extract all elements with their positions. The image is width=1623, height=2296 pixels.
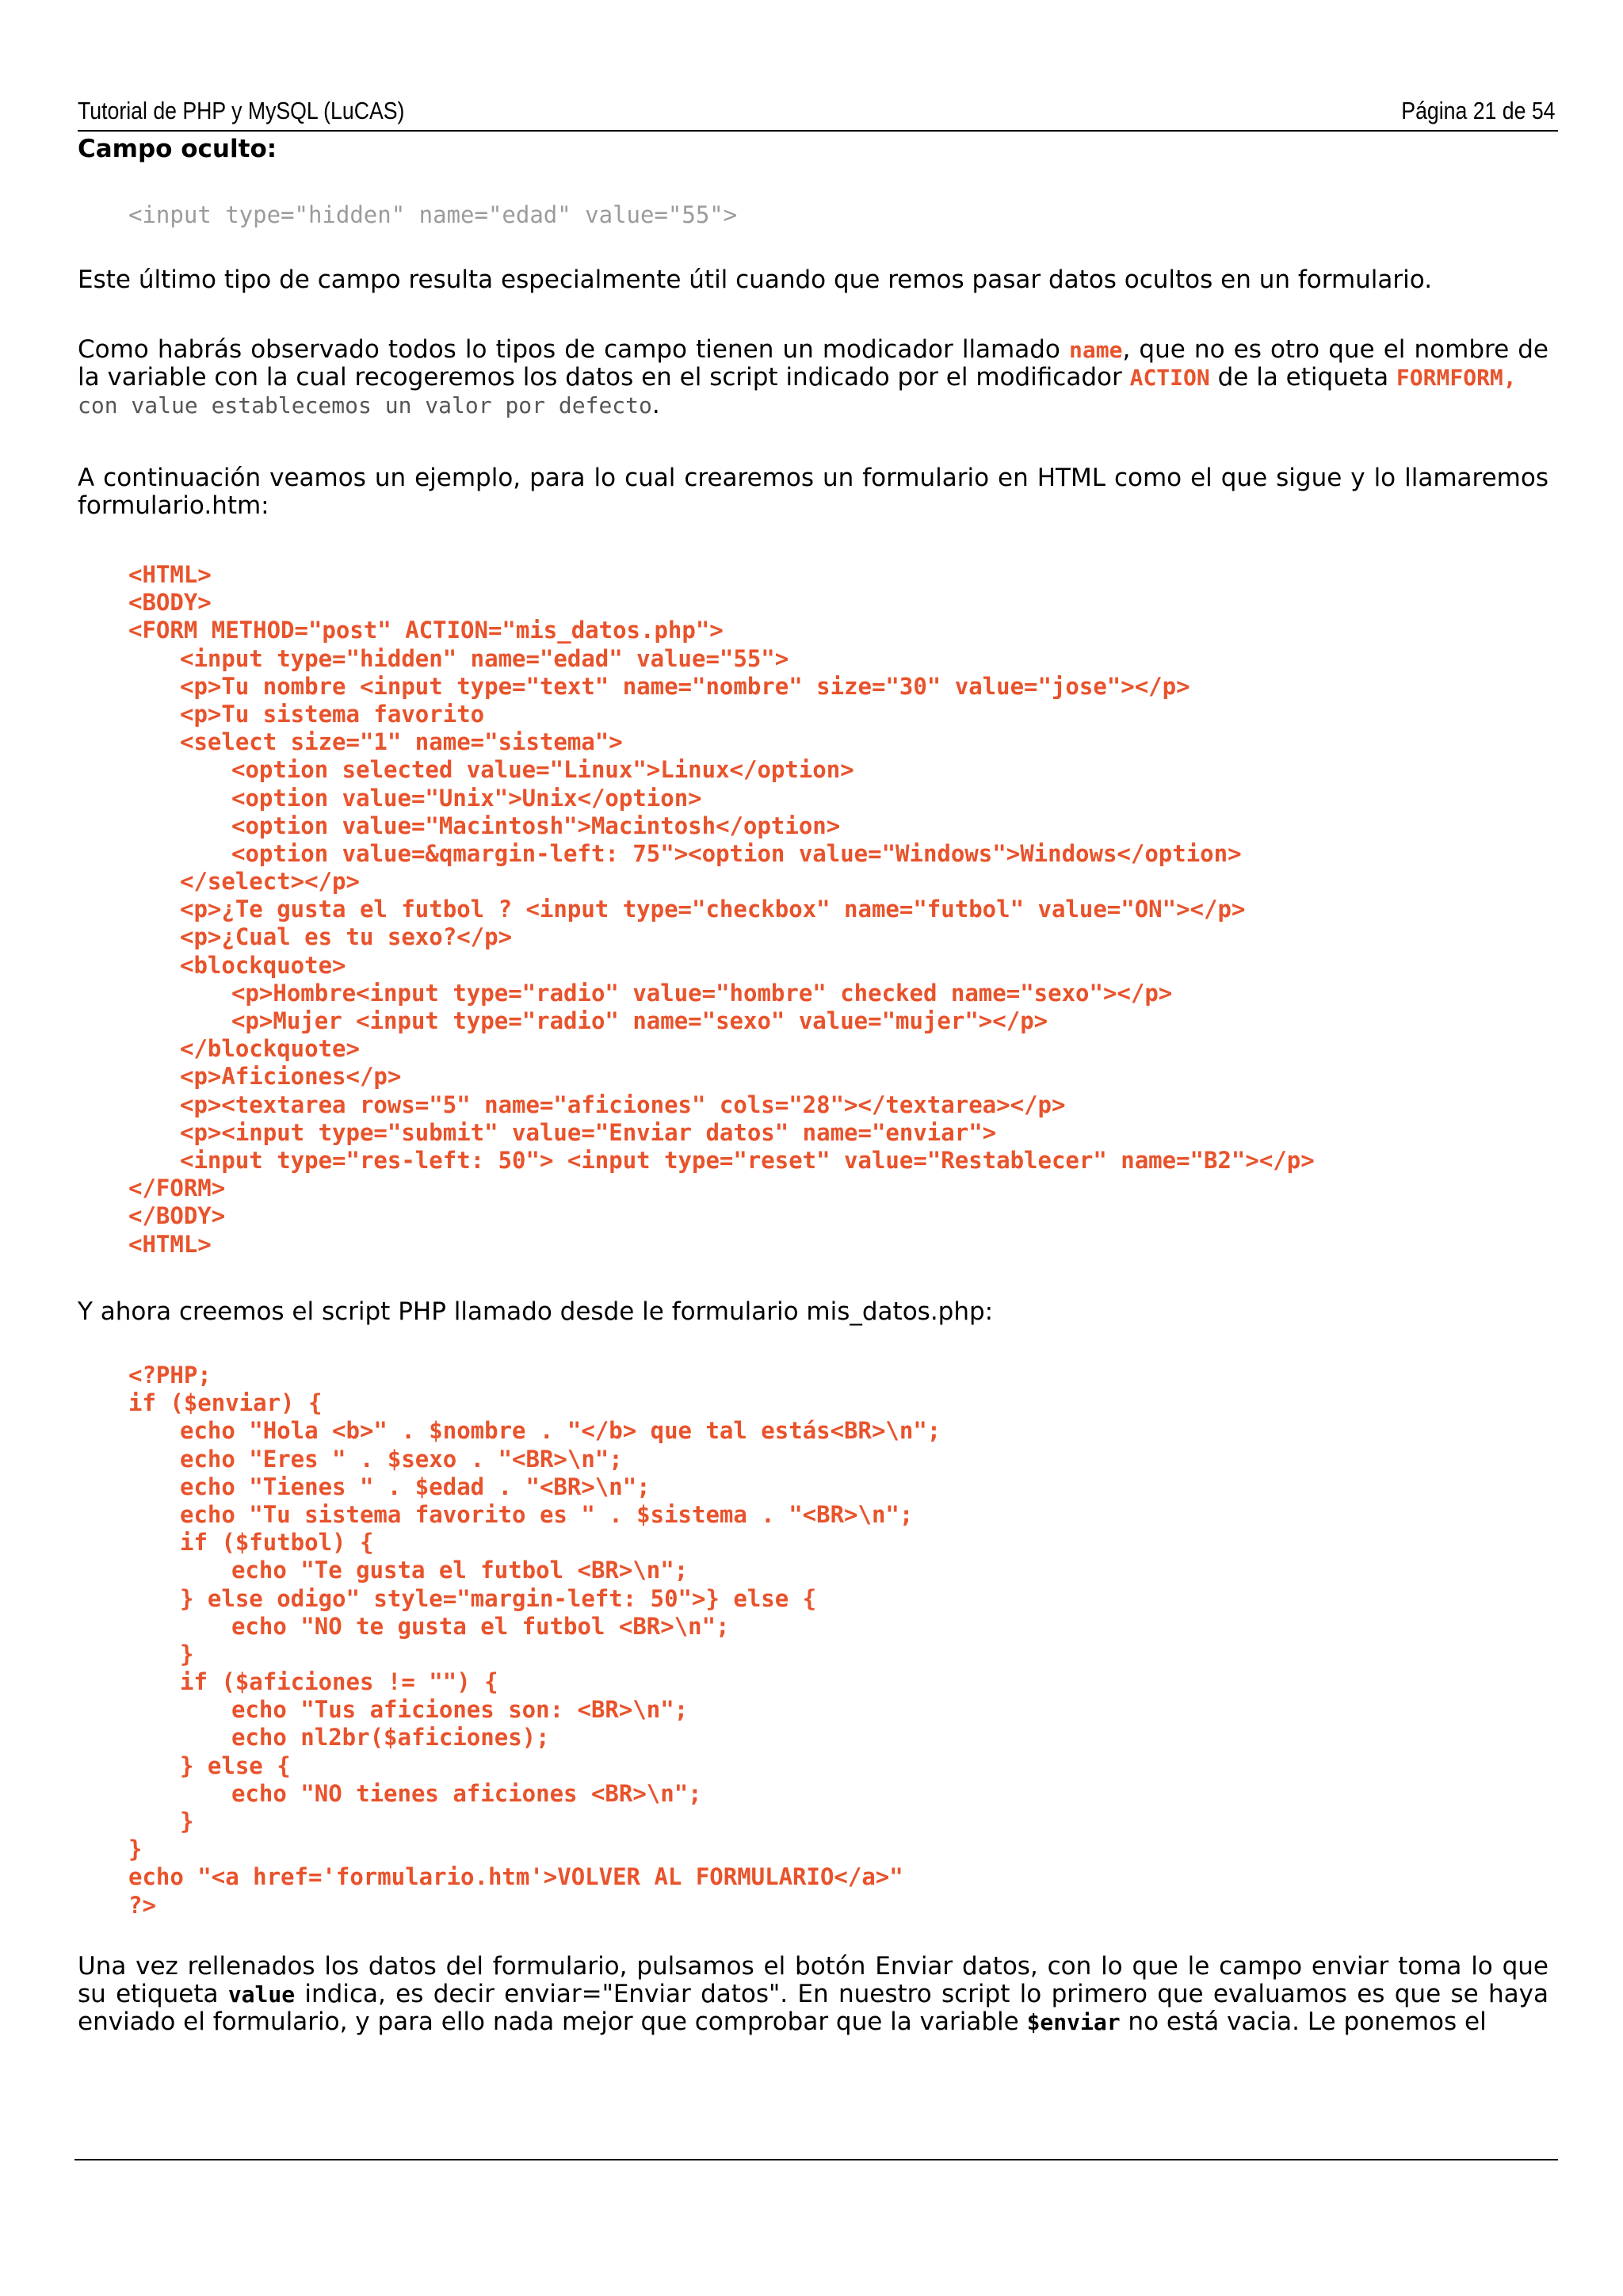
code-line: </select></p> (180, 868, 360, 896)
code-line: <option value=&qmargin-left: 75"><option value="Windows">Windows</option> (231, 839, 1242, 867)
header-page-number: Página 21 de 54 (1401, 97, 1556, 124)
code-line: echo nl2br($aficiones); (231, 1724, 550, 1752)
code-line: } (180, 1640, 194, 1668)
code-line: <HTML> (128, 1230, 212, 1258)
code-line: if ($enviar) { (128, 1389, 323, 1417)
paragraph-3: A continuación veamos un ejemplo, para lo cual crearemos un formulario en HTML como el que sigue y lo llamaremos formulario.htm: (78, 464, 1549, 520)
code-line: <p>Tu sistema favorito (180, 700, 485, 728)
para2-text-3: de la etiqueta (1209, 363, 1396, 392)
code-line: <blockquote> (180, 951, 346, 979)
para2-text-2: , que no es otro que el nombre de la variable con la cual recogeremos los datos en el script indicado por el modificador (78, 335, 1549, 392)
code-line: echo "Eres " . $sexo . "<BR>\n"; (180, 1445, 623, 1473)
code-name: name (1069, 337, 1123, 363)
code-line: echo "NO te gusta el futbol <BR>\n"; (231, 1612, 730, 1640)
code-line: <p>¿Cual es tu sexo?</p> (180, 923, 513, 951)
code-line: <p><textarea rows="5" name="aficiones" cols="28"></textarea></p> (180, 1091, 1066, 1118)
code-action: ACTION (1129, 365, 1210, 391)
section-title: Campo oculto: (78, 135, 277, 163)
code-line: <p>Tu nombre <input type="text" name="nombre" size="30" value="jose"></p> (180, 672, 1190, 700)
code-value: value (227, 1981, 296, 2008)
html-code-block (128, 561, 1315, 1259)
code-line: } else odigo" style="margin-left: 50">} else { (180, 1584, 817, 1612)
code-line: ?> (128, 1891, 156, 1919)
code-line: <p>Mujer <input type="radio" name="sexo" value="mujer"></p> (231, 1007, 1048, 1034)
code-enviar: $enviar (1026, 2009, 1121, 2035)
code-line: </BODY> (128, 1202, 226, 1230)
para5-text-3: no está vacia. Le ponemos el (1120, 2008, 1487, 2036)
code-line: echo "Tus aficiones son: <BR>\n"; (231, 1696, 689, 1724)
code-line: } (128, 1836, 143, 1863)
code-line: <BODY> (128, 589, 212, 617)
code-line: <p>Hombre<input type="radio" value="hombre" checked name="sexo"></p> (231, 979, 1173, 1007)
code-line: <option value="Macintosh">Macintosh</option> (231, 812, 841, 839)
code-line: <p><input type="submit" value="Enviar datos" name="enviar"> (180, 1118, 997, 1146)
code-line: if ($futbol) { (180, 1529, 374, 1557)
hidden-field-example: <input type="hidden" name="edad" value="55"> (128, 201, 738, 228)
code-line: </FORM> (128, 1175, 226, 1202)
code-line: } (180, 1808, 194, 1835)
code-line: echo "Hola <b>" . $nombre . "</b> que tal estás<BR>\n"; (180, 1417, 941, 1445)
paragraph-1: Este último tipo de campo resulta especialmente útil cuando que remos pasar datos ocultos en un formulario. (78, 266, 1433, 294)
code-value-default: con value establecemos un valor por defecto (78, 392, 652, 418)
code-line: echo "Tienes " . $edad . "<BR>\n"; (180, 1473, 651, 1500)
php-code-block (128, 1362, 941, 1920)
paragraph-2 (78, 336, 1549, 419)
code-line: <option selected value="Linux">Linux</option> (231, 756, 854, 784)
code-line: <p>¿Te gusta el futbol ? <input type="checkbox" name="futbol" value="ON"></p> (180, 896, 1246, 923)
paragraph-5 (78, 1953, 1549, 2036)
code-line: <FORM METHOD="post" ACTION="mis_datos.php"> (128, 617, 724, 644)
code-line: <select size="1" name="sistema"> (180, 728, 623, 756)
footer-rule (74, 2159, 1558, 2160)
header-title: Tutorial de PHP y MySQL (LuCAS) (78, 97, 405, 124)
code-line: </blockquote> (180, 1035, 360, 1063)
code-form: FORMFORM, (1396, 365, 1517, 391)
para2-text-1: Como habrás observado todos lo tipos de campo tienen un modicador llamado (78, 335, 1070, 364)
code-line: <input type="res-left: 50"> <input type="reset" value="Restablecer" name="B2"></p> (180, 1146, 1315, 1174)
code-line: <option value="Unix">Unix</option> (231, 784, 702, 812)
code-line: <p>Aficiones</p> (180, 1063, 402, 1091)
para5-text-2: indica, es decir enviar="Enviar datos". En nuestro script lo primero que evaluamos es que se haya enviado el formulario, y para ello nada mejor que comprobar que la variable (78, 1980, 1549, 2036)
code-line: } else { (180, 1752, 291, 1779)
code-line: <input type="hidden" name="edad" value="55"> (180, 644, 789, 672)
para2-text-4: . (651, 391, 660, 419)
code-line: echo "Te gusta el futbol <BR>\n"; (231, 1557, 689, 1584)
page-header (78, 97, 1556, 128)
paragraph-4: Y ahora creemos el script PHP llamado desde le formulario mis_datos.php: (78, 1297, 994, 1326)
code-line: echo "Tu sistema favorito es " . $sistema . "<BR>\n"; (180, 1500, 914, 1528)
code-line: if ($aficiones != "") { (180, 1668, 498, 1696)
code-line: <HTML> (128, 561, 212, 588)
code-line: <?PHP; (128, 1362, 212, 1389)
para5-text-1: Una vez rellenados los datos del formulario, pulsamos el botón Enviar datos, con lo que le campo enviar toma lo que su etiqueta (78, 1952, 1549, 2008)
code-line: echo "<a href='formulario.htm'>VOLVER AL FORMULARIO</a>" (128, 1863, 903, 1891)
code-line: echo "NO tienes aficiones <BR>\n"; (231, 1779, 702, 1807)
header-rule (78, 130, 1558, 132)
